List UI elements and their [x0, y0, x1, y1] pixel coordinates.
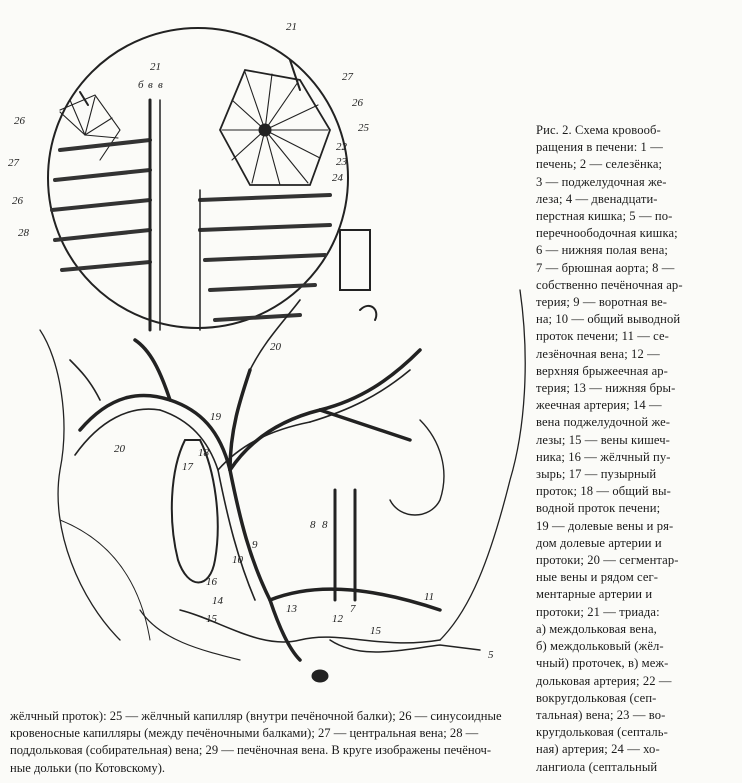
caption-line: лангиола (септальный — [536, 759, 658, 774]
figure-label: 18 — [198, 447, 209, 459]
figure-label: 19 — [210, 411, 221, 423]
figure-label: в — [158, 79, 163, 91]
caption-line: водной проток печени; — [536, 501, 661, 516]
caption-line: жеечная артерия; 14 — — [536, 398, 662, 413]
figure-label: 9 — [252, 539, 258, 551]
hepatic-plates — [52, 140, 330, 320]
caption-line: лезёночная вена; 12 — — [536, 346, 660, 361]
caption-line: жёлчный проток): 25 — жёлчный капилляр (внутри печёночной балки); 26 — синусоидные — [10, 709, 502, 723]
caption-line: дом долевые артерии и — [536, 535, 662, 550]
caption-line: ные дольки (по Котовскому). — [10, 760, 166, 775]
caption-line: перечноободочная кишка; — [536, 226, 678, 241]
caption-line: лезы; 15 — вены кишеч- — [536, 432, 670, 447]
caption-line: кровеносные капилляры (между печёночными балками); 27 — центральная вена; 28 — — [10, 726, 479, 741]
caption-line: кругдольковая (септаль- — [536, 725, 668, 740]
gallbladder — [172, 440, 218, 583]
figure-label: 27 — [8, 157, 19, 169]
figure-label: 13 — [286, 603, 297, 615]
figure-label: в — [148, 79, 153, 91]
figure-label: 23 — [336, 156, 347, 168]
body-outline — [40, 330, 120, 640]
caption-line: печень; 2 — селезёнка; — [536, 157, 663, 172]
figure-label: 20 — [270, 341, 281, 353]
figure-label: 8 — [322, 519, 328, 531]
figure-label: 20 — [114, 443, 125, 455]
caption-line: перстная кишка; 5 — по- — [536, 209, 673, 224]
caption-line: 3 — поджелудочная же- — [536, 174, 667, 189]
caption-line: б) междольковый (жёл- — [536, 639, 664, 654]
caption-line: ника; 16 — жёлчный пу- — [536, 449, 671, 464]
figure-label: 5 — [488, 649, 494, 661]
figure-caption-bottom — [10, 708, 736, 777]
figure-label: 24 — [332, 172, 343, 184]
caption-line: собственно печёночная ар- — [536, 277, 683, 292]
caption-line: чный) проточек, в) меж- — [536, 656, 669, 671]
caption-line: тальная) вена; 23 — во- — [536, 707, 666, 722]
figure-label: 12 — [332, 613, 343, 625]
caption-line: проток печени; 11 — се- — [536, 329, 669, 344]
figure-label: 16 — [206, 576, 217, 588]
central-vein — [259, 124, 271, 136]
figure-label: 15 — [370, 625, 381, 637]
figure-label: 14 — [212, 595, 223, 607]
caption-line: ментарные артерии и — [536, 587, 653, 602]
figure-label: 11 — [424, 591, 435, 603]
caption-line: 7 — брюшная аорта; 8 — — [536, 260, 675, 275]
caption-line: вена поджелудочной же- — [536, 415, 671, 430]
caption-line: Рис. 2. Схема кровооб- — [536, 123, 661, 137]
figure-label: 10 — [232, 554, 243, 566]
figure-label: 21 — [150, 61, 161, 73]
figure-label: 17 — [182, 461, 193, 473]
figure-label: 26 — [12, 195, 23, 207]
figure-label: 27 — [342, 71, 353, 83]
caption-line: ные вены и рядом сег- — [536, 570, 659, 585]
caption-line: а) междольковая вена, — [536, 621, 657, 636]
figure-label: 26 — [14, 115, 25, 127]
caption-line: верхняя брыжеечная ар- — [536, 363, 668, 378]
caption-line: протоки; 21 — триада: — [536, 604, 660, 619]
caption-line: поддольковая (собирательная) вена; 29 — печёночная вена. В круге изображены печёноч- — [10, 743, 492, 758]
figure-label: 22 — [336, 141, 347, 153]
caption-line: терия; 9 — воротная ве- — [536, 295, 668, 310]
caption-line: протоки; 20 — сегментар- — [536, 553, 679, 568]
caption-line: ращения в печени: 1 — — [536, 140, 663, 155]
caption-line: 6 — нижняя полая вена; — [536, 243, 669, 258]
caption-line: вокругдольковая (сеп- — [536, 690, 657, 705]
caption-line: ная) артерия; 24 — хо- — [536, 742, 660, 757]
caption-line: дольковая артерия; 22 — — [536, 673, 672, 688]
caption-line: терия; 13 — нижняя бры- — [536, 381, 676, 396]
inferior-vena-cava-segment — [340, 230, 370, 290]
figure-label: 28 — [18, 227, 29, 239]
figure-label: 15 — [206, 613, 217, 625]
figure-label: 26 — [352, 97, 363, 109]
figure-caption-side — [536, 122, 738, 776]
caption-line: на; 10 — общий выводной — [536, 312, 681, 327]
caption-line: проток; 18 — общий вы- — [536, 484, 671, 499]
figure-label: 7 — [350, 603, 356, 615]
caption-line: зырь; 17 — пузырный — [536, 467, 657, 482]
caption-line: 19 — долевые вены и ря- — [536, 518, 674, 533]
figure-label: 8 — [310, 519, 316, 531]
figure-label: 25 — [358, 122, 369, 134]
figure-label: 21 — [286, 21, 297, 33]
figure-label: б — [138, 79, 144, 91]
caption-line: леза; 4 — двенадцати- — [536, 191, 658, 206]
